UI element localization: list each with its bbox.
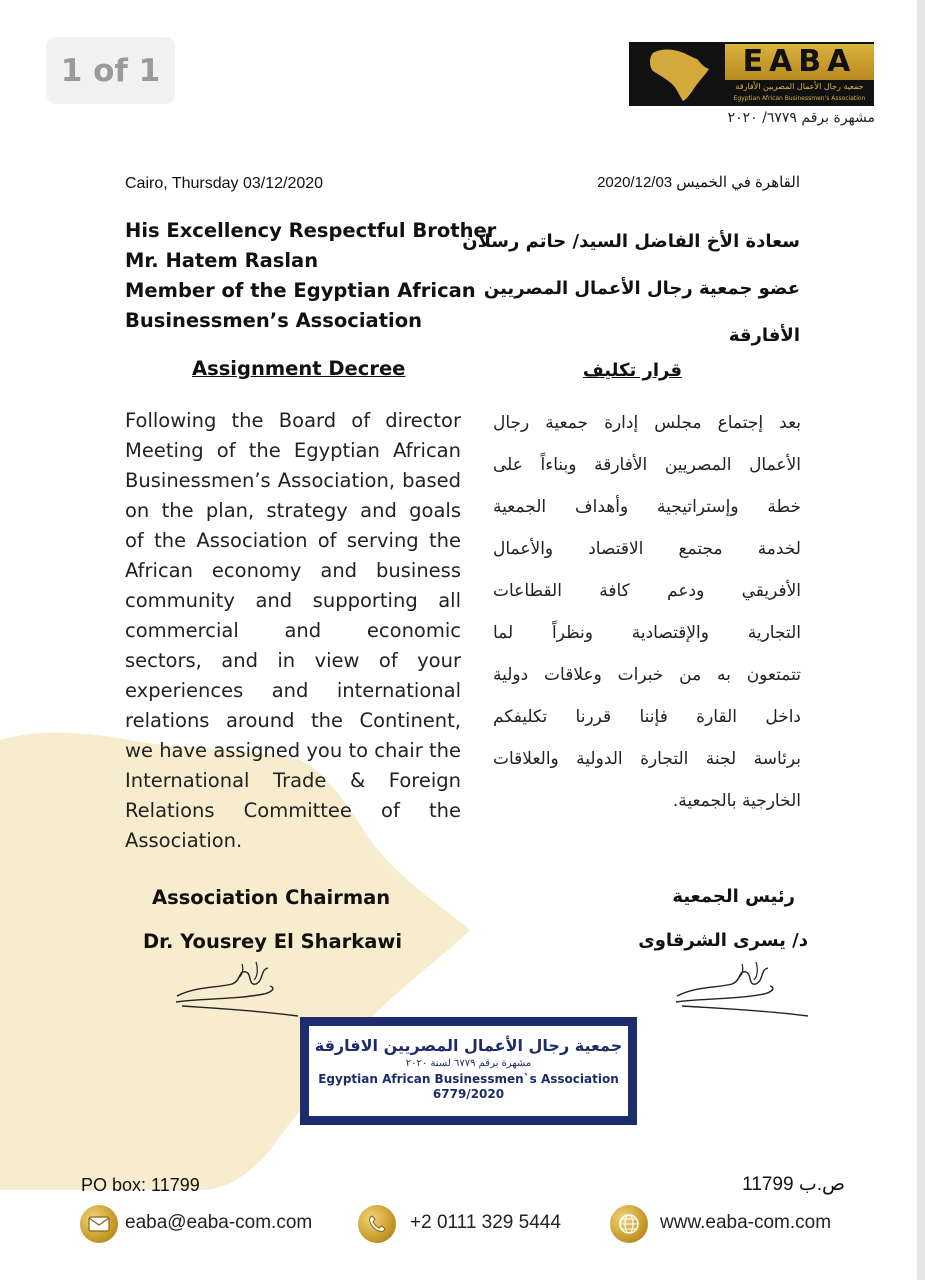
body-line: sectors, and in view of your xyxy=(125,649,461,672)
body-line: Relations Committee of the xyxy=(125,799,461,822)
recipient-line: Mr. Hatem Raslan xyxy=(125,249,319,272)
stamp-registration: مشهرة برقم ٦٧٧٩ لسنة ٢٠٢٠ xyxy=(405,1058,532,1069)
arabic-subject: قرار تكليف xyxy=(582,360,682,381)
email-link[interactable]: eaba@eaba-com.com xyxy=(125,1212,313,1233)
arabic-body xyxy=(493,402,801,822)
signature-right xyxy=(672,958,812,1020)
eaba-logo xyxy=(629,42,874,106)
logo-arabic-name: جمعية رجال الأعمال المصريين الأفارقة xyxy=(735,82,864,91)
signature-left xyxy=(172,958,302,1020)
body-line: commercial and economic xyxy=(125,619,461,642)
africa-logo-icon xyxy=(639,45,719,103)
recipient-line: Member of the Egyptian African xyxy=(125,279,476,302)
body-line: بعد إجتماع مجلس إدارة جمعية رجال xyxy=(493,413,801,433)
website-link[interactable]: www.eaba-com.com xyxy=(660,1212,832,1233)
page-counter: 1 of 1 xyxy=(46,37,175,104)
arabic-date: القاهرة في الخميس 2020/12/03 xyxy=(597,174,800,191)
english-body xyxy=(125,406,461,856)
arabic-signatory-title: رئيس الجمعية xyxy=(672,886,795,907)
body-line: Meeting of the Egyptian African xyxy=(125,439,461,462)
body-line: تتمتعون به من خبرات وعلاقات دولية xyxy=(493,665,801,685)
body-line: community and supporting all xyxy=(125,589,461,612)
recipient-line: عضو جمعية رجال الأعمال المصريين xyxy=(483,278,800,299)
globe-icon xyxy=(610,1205,648,1243)
body-line: Association. xyxy=(125,829,243,852)
arabic-recipient xyxy=(462,218,800,359)
recipient-line: الأفارقة xyxy=(728,325,800,346)
english-signatory-title: Association Chairman xyxy=(152,886,391,909)
body-line: experiences and international xyxy=(125,679,461,702)
english-date: Cairo, Thursday 03/12/2020 xyxy=(125,175,324,192)
body-line: of the Association of serving the xyxy=(125,529,461,552)
english-recipient xyxy=(125,216,497,336)
association-stamp xyxy=(300,1017,637,1125)
phone-number[interactable]: +2 0111 329 5444 xyxy=(410,1212,561,1233)
stamp-number: 6779/2020 xyxy=(432,1087,505,1101)
body-line: داخل القارة فإننا قررنا تكليفكم xyxy=(493,707,801,727)
logo-title: EABA xyxy=(725,44,874,80)
registration-number: مشهرة برقم ٦٧٧٩/ ٢٠٢٠ xyxy=(727,110,875,126)
body-line: relations around the Continent, xyxy=(125,709,461,732)
body-line: برئاسة لجنة التجارة الدولية والعلاقات xyxy=(493,749,801,769)
recipient-line: Businessmen’s Association xyxy=(125,309,422,332)
body-line: Following the Board of director xyxy=(125,409,461,432)
body-line: on the plan, strategy and goals xyxy=(125,499,461,522)
arabic-signatory-name: د/ يسرى الشرقاوى xyxy=(638,930,808,951)
body-line: African economy and business xyxy=(125,559,461,582)
recipient-line: سعادة الأخ الفاضل السيد/ حاتم رسلان xyxy=(462,231,800,252)
po-box-arabic: ص.ب 11799 xyxy=(742,1174,845,1195)
recipient-line: His Excellency Respectful Brother xyxy=(125,219,497,242)
body-line: we have assigned you to chair the xyxy=(125,739,461,762)
logo-english-name: Egyptian African Businessmen's Association xyxy=(733,95,866,102)
po-box-english: PO box: 11799 xyxy=(81,1175,200,1195)
body-line: Businessmen’s Association, based xyxy=(125,469,461,492)
body-line: خطة وإستراتيجية وأهداف الجمعية xyxy=(493,497,801,517)
body-line: الخارجية بالجمعية. xyxy=(672,791,801,811)
envelope-icon xyxy=(80,1205,118,1243)
body-line: التجارية والإقتصادية ونظراً لما xyxy=(493,623,801,643)
body-line: International Trade & Foreign xyxy=(125,769,461,792)
english-subject: Assignment Decree xyxy=(192,357,406,380)
body-line: الأفريقي ودعم كافة القطاعات xyxy=(493,581,801,601)
phone-icon xyxy=(358,1205,396,1243)
english-signatory-name: Dr. Yousrey El Sharkawi xyxy=(143,930,403,953)
stamp-english-name: Egyptian African Businessmen`s Association xyxy=(318,1072,619,1086)
body-line: الأعمال المصريين الأفارقة وبناءاً على xyxy=(493,455,801,475)
body-line: لخدمة مجتمع الاقتصاد والأعمال xyxy=(493,539,801,559)
stamp-arabic-name: جمعية رجال الأعمال المصريين الافارقة xyxy=(314,1036,623,1055)
page-edge xyxy=(917,0,925,1280)
